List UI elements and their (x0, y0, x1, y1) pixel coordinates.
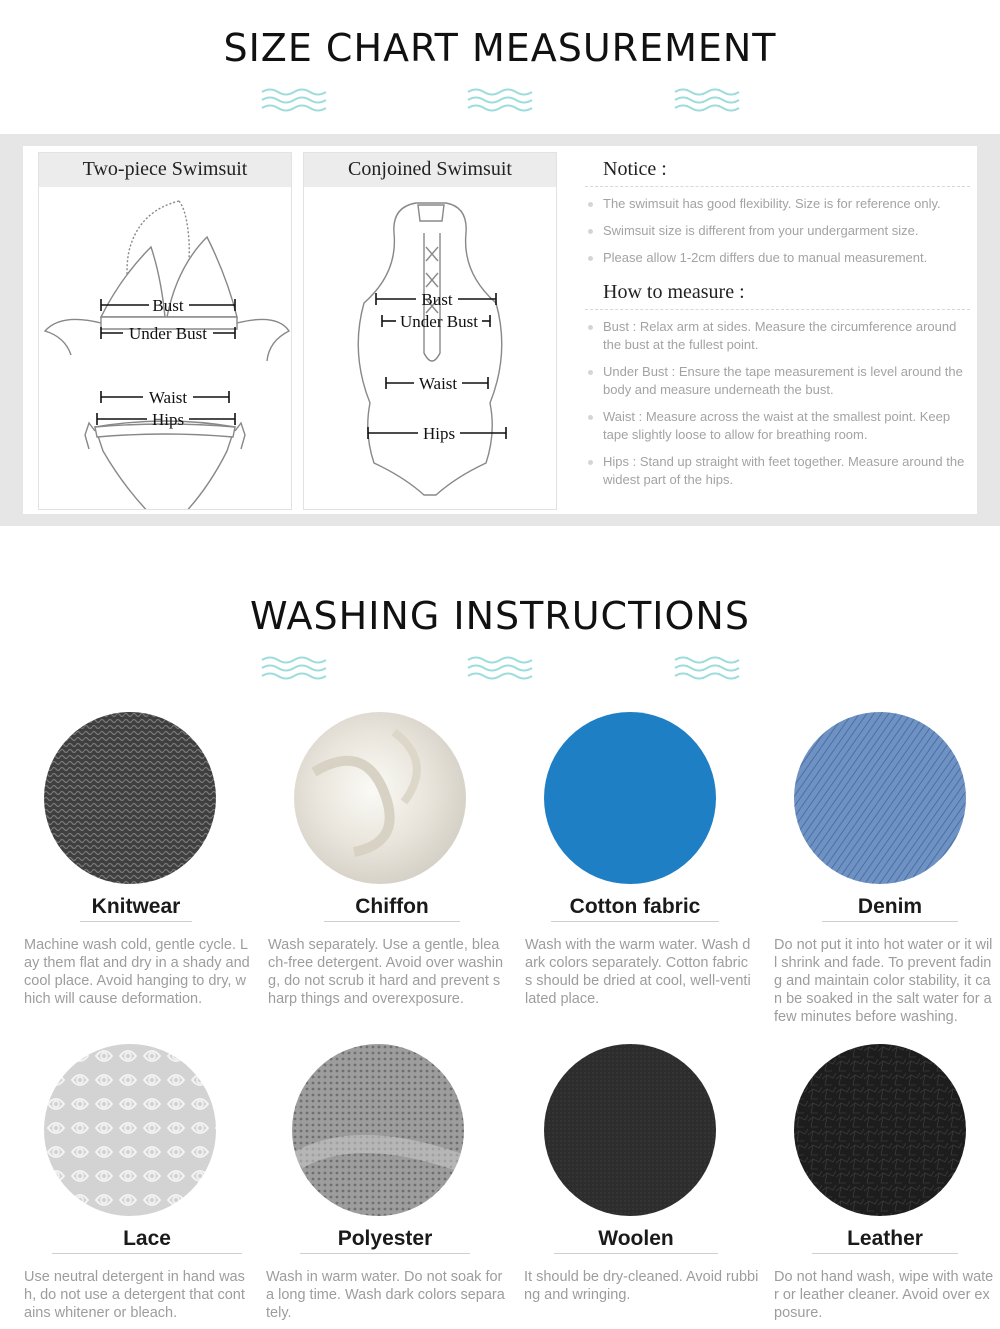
how-to-measure-heading: How to measure : (585, 281, 970, 310)
size-chart-title: SIZE CHART MEASUREMENT (223, 26, 777, 70)
notice-item: Please allow 1-2cm differs due to manual measurement. (585, 249, 970, 267)
conjoined-heading: Conjoined Swimsuit (304, 153, 556, 187)
wave-divider-icon (0, 654, 1000, 684)
lace-swatch (44, 1044, 216, 1216)
conjoined-hips-label: Hips (422, 424, 456, 443)
fabric-name: Leather (812, 1227, 958, 1254)
measure-item: Bust : Relax arm at sides. Measure the circumference around the bust at the fullest point. (585, 318, 970, 354)
two-piece-hips-label: Hips (151, 410, 185, 429)
fabric-name: Denim (822, 895, 958, 922)
notice-item: Swimsuit size is different from your undergarment size. (585, 222, 970, 240)
measure-item: Under Bust : Ensure the tape measurement is level around the body and measure underneath the bust. (585, 363, 970, 399)
fabric-description: It should be dry-cleaned. Avoid rubbing and wringing. (524, 1269, 759, 1303)
notice-list (585, 195, 970, 267)
fabric-name: Woolen (554, 1227, 718, 1254)
measure-item: Waist : Measure across the waist at the smallest point. Keep tape slightly loose to allow for breathing room. (585, 408, 970, 444)
fabric-description: Machine wash cold, gentle cycle. Lay them flat and dry in a shady and cool place. Avoid hanging to dry, which will cause deformation. (24, 937, 250, 1007)
fabric-name: Cotton fabric (551, 895, 719, 922)
conjoined-swimsuit-icon (304, 187, 556, 509)
two-piece-under-bust-label: Under Bust (129, 324, 207, 343)
fabric-name: Lace (52, 1227, 242, 1254)
conjoined-under-bust-label: Under Bust (400, 312, 478, 331)
denim-swatch (794, 712, 966, 884)
conjoined-waist-label: Waist (418, 374, 458, 393)
chiffon-swatch (294, 712, 466, 884)
two-piece-bust-label: Bust (152, 296, 184, 315)
fabric-description: Wash in warm water. Do not soak for a long time. Wash dark colors separately. (266, 1269, 505, 1321)
fabric-description: Wash with the warm water. Wash dark colors separately. Cotton fabrics should be dried at cool, well-ventilated place. (525, 937, 751, 1007)
woolen-swatch (544, 1044, 716, 1216)
wave-divider-icon (0, 86, 1000, 116)
two-piece-heading: Two-piece Swimsuit (39, 153, 291, 187)
polyester-swatch (292, 1044, 464, 1216)
two-piece-waist-label: Waist (148, 388, 188, 407)
fabric-name: Knitwear (80, 895, 192, 922)
size-notes (585, 158, 970, 498)
fabric-description: Wash separately. Use a gentle, bleach-free detergent. Avoid over washing, do not scrub it hard and prevent sharp things and overexposure. (268, 937, 504, 1007)
fabric-description: Use neutral detergent in hand wash, do not use a detergent that contains whitener or bleach. (24, 1269, 245, 1321)
notice-item: The swimsuit has good flexibility. Size is for reference only. (585, 195, 970, 213)
conjoined-diagram (303, 152, 557, 510)
cotton-swatch (544, 712, 716, 884)
conjoined-bust-label: Bust (421, 290, 453, 309)
how-to-measure-list (585, 318, 970, 489)
fabric-name: Polyester (300, 1227, 470, 1254)
fabric-description: Do not put it into hot water or it will shrink and fade. To prevent fading and maintain color stability, it can be soaked in the salt water for a few minutes before washing. (774, 937, 993, 1025)
two-piece-swimsuit-icon (39, 187, 291, 509)
two-piece-diagram (38, 152, 292, 510)
notice-heading: Notice : (585, 158, 970, 187)
knitwear-swatch (44, 712, 216, 884)
fabric-name: Chiffon (324, 895, 460, 922)
measure-item: Hips : Stand up straight with feet together. Measure around the widest part of the hips. (585, 453, 970, 489)
washing-title: WASHING INSTRUCTIONS (250, 594, 750, 638)
fabric-description: Do not hand wash, wipe with water or leather cleaner. Avoid over exposure. (774, 1269, 994, 1321)
leather-swatch (794, 1044, 966, 1216)
